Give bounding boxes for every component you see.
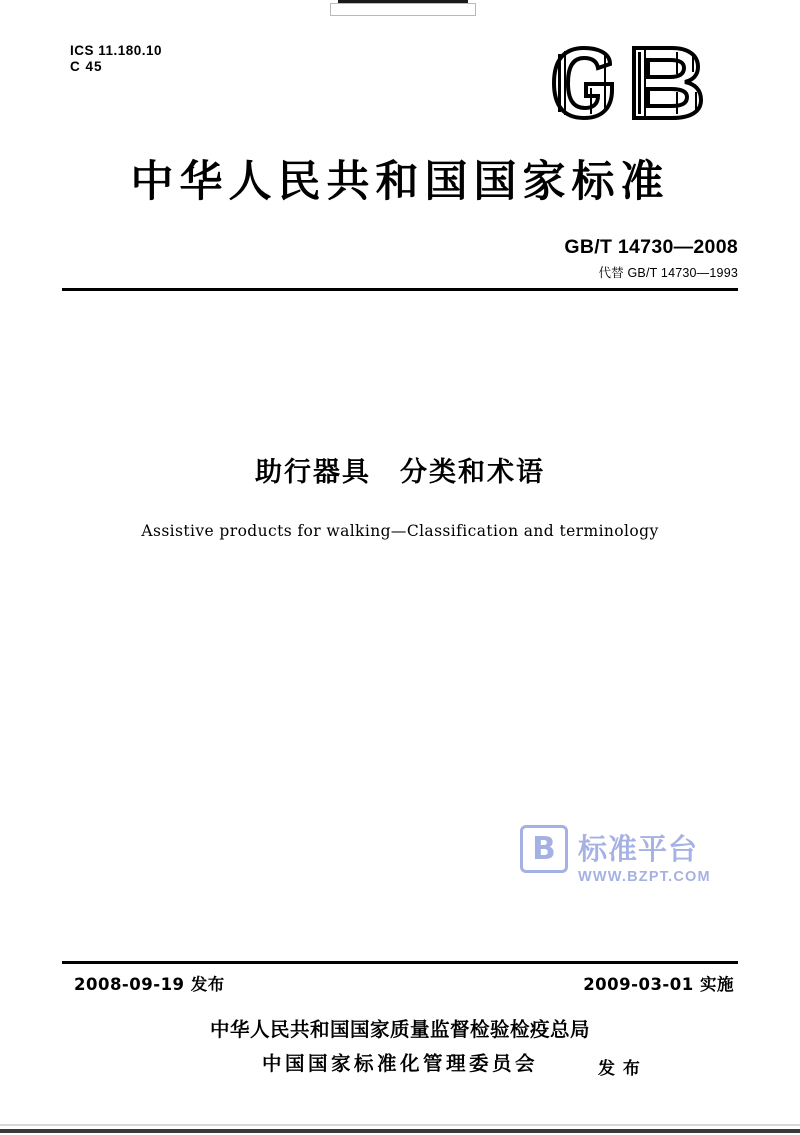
- watermark-url: WWW.BZPT.COM: [578, 869, 711, 885]
- gb-emblem-icon: [548, 44, 738, 122]
- divider-top: [62, 288, 738, 291]
- watermark-brand: 标准平台: [578, 832, 699, 866]
- issuer-organization-primary: 中华人民共和国国家质量监督检验检疫总局: [209, 1018, 590, 1041]
- ics-code: ICS 11.180.10: [70, 43, 163, 58]
- issue-date: 2008-09-19 发布: [74, 975, 225, 994]
- page-title: 中华人民共和国国家标准: [130, 157, 670, 207]
- standard-number-block: [564, 236, 738, 281]
- ics-classification-block: [70, 43, 162, 75]
- scan-artifact-bottom-bar: [0, 1129, 800, 1133]
- ccs-code: C 45: [70, 59, 103, 74]
- divider-bottom: [62, 961, 738, 964]
- subject-title-chinese: 助行器具 分类和术语: [255, 457, 545, 488]
- scan-artifact-bottom-light: [0, 1124, 800, 1126]
- issuer-block: [0, 1014, 800, 1079]
- standard-number: GB/T 14730—2008: [564, 236, 738, 258]
- issuer-organization-secondary: 中国国家标准化管理委员会: [261, 1052, 538, 1075]
- watermark: [520, 825, 770, 897]
- effective-date: 2009-03-01 实施: [583, 975, 734, 994]
- watermark-logo-icon: B: [520, 825, 568, 873]
- issuer-row-secondary: [0, 1048, 800, 1079]
- standard-replaces: 代替 GB/T 14730—1993: [598, 266, 738, 280]
- issuer-publish-label: 发 布: [598, 1059, 641, 1079]
- subject-title-english: Assistive products for walking—Classification and terminology: [141, 522, 659, 540]
- scan-artifact-top-frame: [330, 3, 476, 16]
